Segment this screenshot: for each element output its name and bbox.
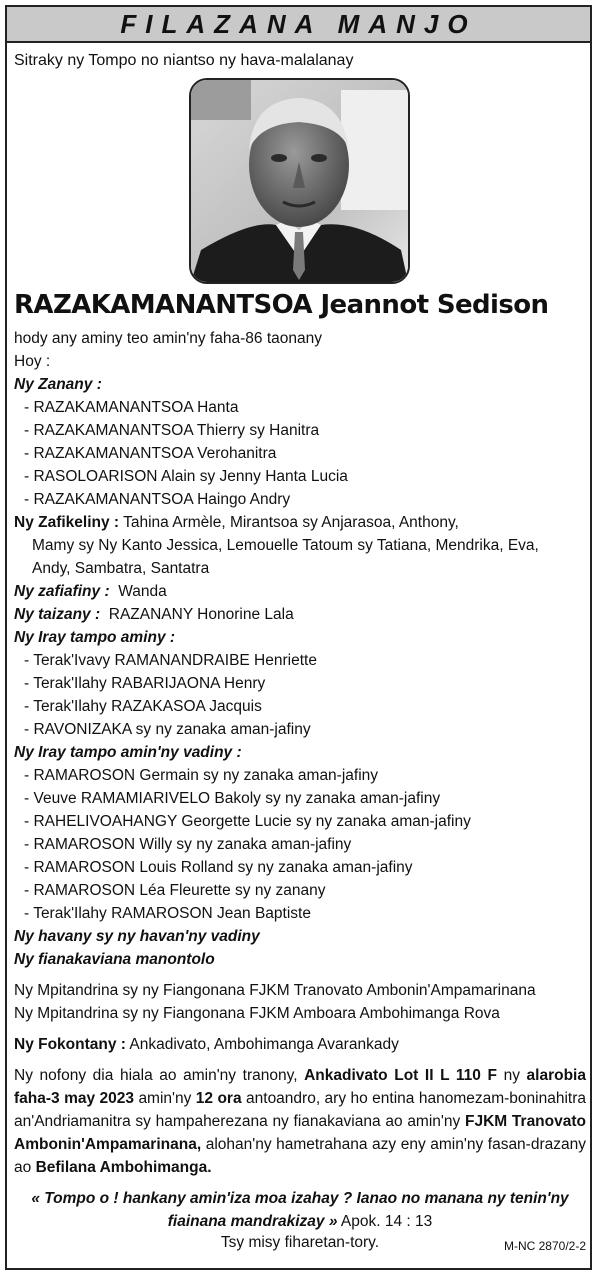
zafiafiny-line: [14, 580, 586, 603]
list-item: - Terak'Ivavy RAMANANDRAIBE Henriette: [24, 652, 317, 669]
taizany-label: Ny taizany :: [14, 606, 101, 623]
taizany-line: [14, 603, 586, 626]
funeral-paragraph: [14, 1064, 586, 1179]
funeral-time: 12 ora: [195, 1090, 242, 1107]
zafikeliny-names-1: Tahina Armèle, Mirantsoa sy Anjarasoa, Anthony,: [119, 514, 459, 531]
list-item: - RAMAROSON Willy sy ny zanaka aman-jafiny: [24, 836, 352, 853]
list-item: - RAZAKAMANANTSOA Haingo Andry: [24, 491, 291, 508]
reference-code: M-NC 2870/2-2: [503, 1239, 586, 1253]
zafikeliny-names-2: Mamy sy Ny Kanto Jessica, Lemouelle Tatoum sy Tatiana, Mendrika, Eva,: [32, 537, 539, 554]
portrait-image: [191, 80, 408, 282]
list-item: - RAZAKAMANANTSOA Verohanitra: [24, 445, 277, 462]
funeral-text: Ny nofony dia hiala ao amin'ny tranony,: [14, 1067, 305, 1084]
funeral-date: alarobia faha-3 may 2023: [14, 1067, 586, 1107]
zafikeliny-line: [14, 511, 586, 534]
funeral-text: ny: [496, 1067, 527, 1084]
footer: [14, 1234, 586, 1258]
deceased-portrait: [189, 78, 410, 284]
funeral-text: antoandro, ary ho entina hanomezam-boninahitra an'Andriamanitra sy hampaherezana ny fianakaviana ao amin'ny: [14, 1090, 586, 1130]
list-item: - RAHELIVOAHANGY Georgette Lucie sy ny zanaka aman-jafiny: [24, 813, 471, 830]
mpitandrina-line: Ny Mpitandrina sy ny Fiangonana FJKM Tranovato Ambonin'Ampamarinana: [14, 982, 536, 999]
closing-line: Tsy misy fiharetan-tory.: [220, 1234, 380, 1251]
list-item: - Veuve RAMAMIARIVELO Bakoly sy ny zanaka aman-jafiny: [24, 790, 441, 807]
quote-reference: Apok. 14 : 13: [337, 1213, 433, 1230]
taizany-value: RAZANANY Honorine Lala: [100, 606, 294, 623]
deceased-name: RAZAKAMANANTSOA Jeannot Sedison: [14, 290, 549, 320]
zafikeliny-names-3: Andy, Sambatra, Santatra: [32, 560, 210, 577]
zafiafiny-value: Wanda: [109, 583, 167, 600]
zafiafiny-label: Ny zafiafiny :: [14, 583, 110, 600]
list-item: - RAMAROSON Louis Rolland sy ny zanaka aman-jafiny: [24, 859, 413, 876]
fokontany-label: Ny Fokontany :: [14, 1036, 126, 1053]
funeral-burial-place: Befilana Ambohimanga.: [35, 1159, 212, 1176]
list-item: - RAVONIZAKA sy ny zanaka aman-jafiny: [24, 721, 311, 738]
fokontany-value: Ankadivato, Ambohimanga Avarankady: [125, 1036, 399, 1053]
list-item: - Terak'Ilahy RAZAKASOA Jacquis: [24, 698, 262, 715]
funeral-text: alohan'ny hametrahana azy eny amin'ny fasan-drazany ao: [14, 1136, 586, 1176]
zanany-label: Ny Zanany :: [14, 376, 102, 393]
mpitandrina-line: Ny Mpitandrina sy ny Fiangonana FJKM Amboara Ambohimanga Rova: [14, 1005, 500, 1022]
fianakaviana-line: Ny fianakaviana manontolo: [14, 951, 215, 968]
zafikeliny-label: Ny Zafikeliny :: [14, 514, 120, 531]
bible-quote: [14, 1187, 586, 1233]
havany-line: Ny havany sy ny havan'ny vadiny: [14, 928, 260, 945]
hoy-line: Hoy :: [14, 353, 51, 370]
list-item: - RASOLOARISON Alain sy Jenny Hanta Lucia: [24, 468, 348, 485]
notice-body: [14, 327, 586, 1233]
notice-header: [7, 7, 590, 43]
list-item: - RAMAROSON Germain sy ny zanaka aman-jafiny: [24, 767, 379, 784]
list-item: - Terak'Ilahy RABARIJAONA Henry: [24, 675, 266, 692]
list-item: - RAZAKAMANANTSOA Hanta: [24, 399, 239, 416]
list-item: - Terak'Ilahy RAMAROSON Jean Baptiste: [24, 905, 311, 922]
age-line: hody any aminy teo amin'ny faha-86 taonany: [14, 330, 322, 347]
notice-title: FILAZANA MANJO: [120, 8, 477, 39]
funeral-church: FJKM Tranovato Ambonin'Ampamarinana,: [14, 1113, 586, 1153]
iray-tampo-vadiny-label: Ny Iray tampo amin'ny vadiny :: [14, 744, 242, 761]
list-item: - RAMAROSON Léa Fleurette sy ny zanany: [24, 882, 326, 899]
subtitle: Sitraky ny Tompo no niantso ny hava-malalanay: [14, 52, 354, 69]
iray-tampo-aminy-label: Ny Iray tampo aminy :: [14, 629, 176, 646]
funeral-text: amin'ny: [134, 1090, 196, 1107]
quote-text: « Tompo o ! hankany amin'iza moa izahay ? Ianao no manana ny tenin'ny fiainana mandrakizay »: [31, 1190, 569, 1230]
list-item: - RAZAKAMANANTSOA Thierry sy Hanitra: [24, 422, 320, 439]
fokontany-line: [14, 1033, 586, 1056]
funeral-address: Ankadivato Lot II L 110 F: [304, 1067, 497, 1084]
